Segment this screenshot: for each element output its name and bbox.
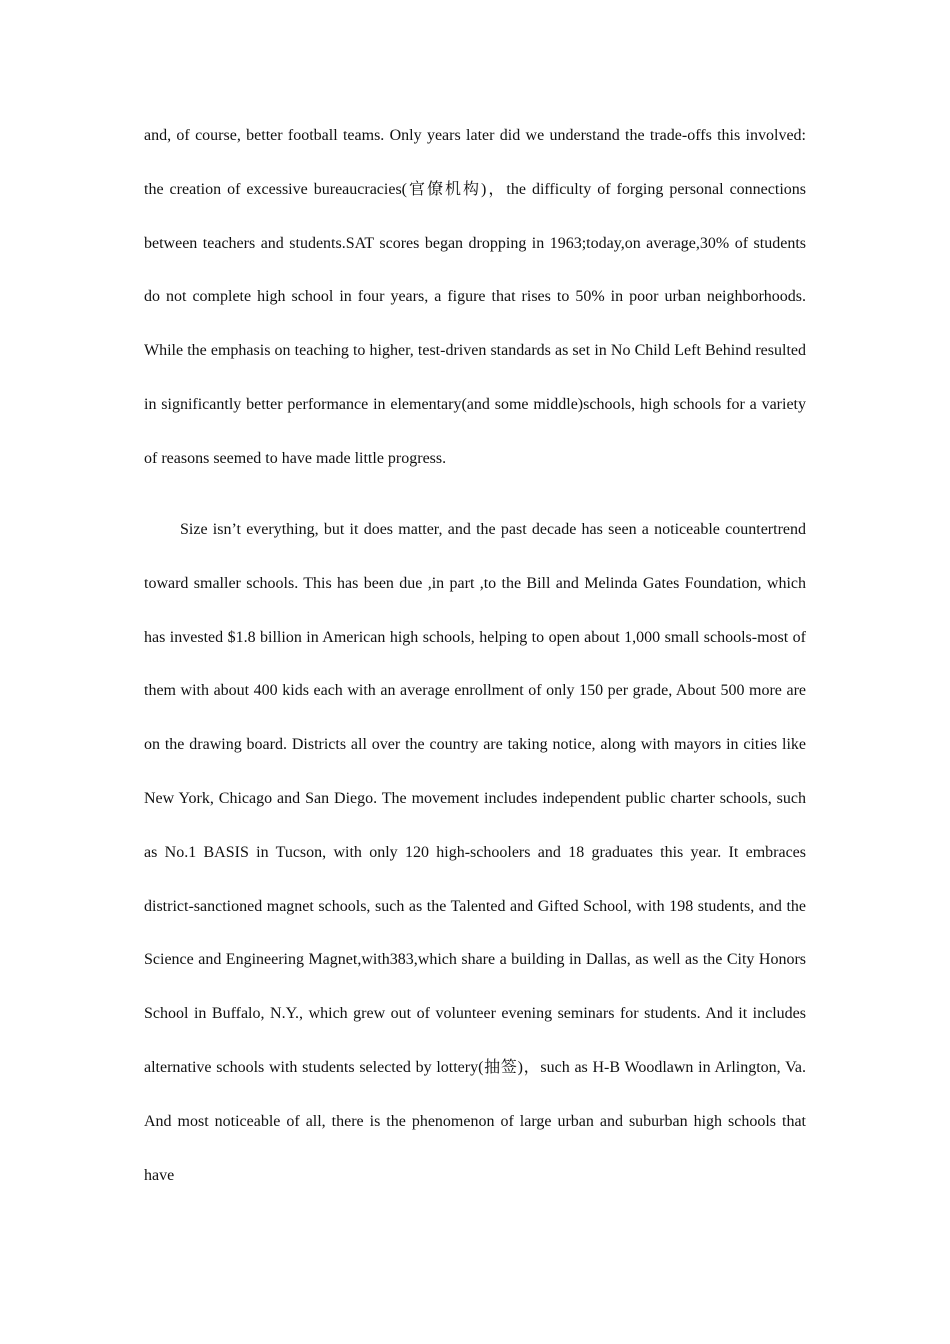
body-paragraph-1: and, of course, better football teams. Only years later did we understand the trade-offs this involved: the creation of excessive bureaucracies(官僚机构)，the difficulty of forging personal connections between teachers and students.SAT scores began dropping in 1963;today,on average,30% of students do not complete high school in four years, a figure that rises to 50% in poor urban neighborhoods. While the emphasis on teaching to higher, test-driven standards as set in No Child Left Behind resulted in significantly better performance in elementary(and some middle)schools, high schools for a variety of reasons seemed to have made little progress. [144, 127, 806, 467]
body-paragraph-2: Size isn’t everything, but it does matter, and the past decade has seen a noticeable countertrend toward smaller schools. This has been due ,in part ,to the Bill and Melinda Gates Foundation, which has invested $1.8 billion in American high schools, helping to open about 1,000 small schools-most of them with about 400 kids each with an average enrollment of only 150 per grade, About 500 more are on the drawing board. Districts all over the country are taking notice, along with mayors in cities like New York, Chicago and San Diego. The movement includes independent public charter schools, such as No.1 BASIS in Tucson, with only 120 high-schoolers and 18 graduates this year. It embraces district-sanctioned magnet schools, such as the Talented and Gifted School, with 198 students, and the Science and Engineering Magnet,with383,which share a building in Dallas, as well as the City Honors School in Buffalo, N.Y., which grew out of volunteer evening seminars for students. And it includes alternative schools with students selected by lottery(抽签)，such as H-B Woodlawn in Arlington, Va. And most noticeable of all, there is the phenomenon of large urban and suburban high schools that have [144, 521, 806, 1184]
